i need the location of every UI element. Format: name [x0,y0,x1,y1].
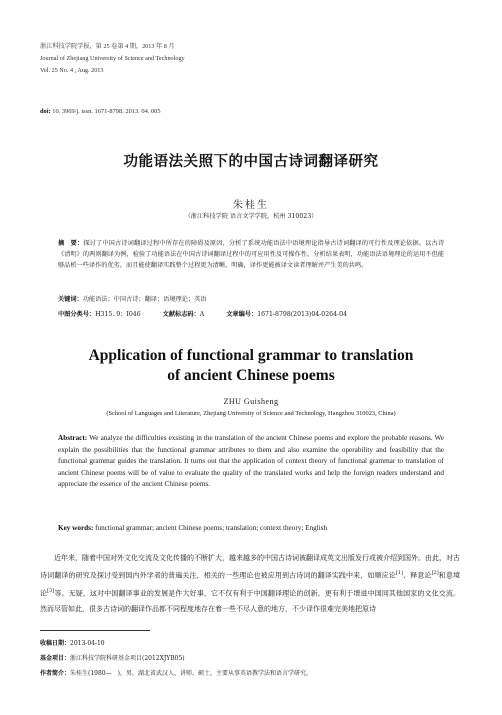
body-text-3: 和意境论 [40,571,461,598]
title-en-line2: of ancient Chinese poems [167,367,335,384]
doi-value[interactable]: 10. 3969/j. issn. 1671-8798. 2013. 04. 005 [50,108,161,115]
keywords-cn-text: 功能语法；中国古诗；翻译；语境理论；英语 [82,296,207,303]
footnote-received-value: 2013-04-10 [70,640,105,647]
body-text-4: 等。无疑，这对中国翻译事业的发展是件大好事，它不仅有利于中国翻译理论的创新，更有利于增进中国同其他国家的文化交流。然而尽管如此，很多古诗词的翻译作品都不同程度地存在着一些不尽人意的地方，不少译作很难完美地把原诗 [40,589,461,613]
journal-name-cn: 浙江科技学院学报，第 25 卷第 4 期，2013 年 8 月 [40,43,175,50]
footnote-divider [40,630,150,631]
article-no-value: 1671-8798(2013)04-0264-04 [257,311,348,318]
body-text-2: 、释意论 [402,571,432,580]
abstract-cn-label: 摘 要： [58,240,84,247]
doi-label: doi: [40,108,51,115]
keywords-en [58,524,327,532]
affiliation-cn: （浙江科技学院 语言文学学院，杭州 310023） [184,213,318,220]
author-en: ZHU Guisheng [223,397,279,406]
keywords-cn [58,294,207,303]
abstract-en [58,433,444,491]
body-text-1: 近年来，随着中国对外文化交流及文化传播的不断扩大，越来越多的中国古诗词被翻译成英文出版发行或被介绍到国外。由此，对古诗词翻译的研究及探讨受到国内外学者的普遍关注，相关的一些理论也被应用到古诗词的翻译实践中来，如顺应论 [40,554,460,580]
journal-name-en: Journal of Zhejiang University of Science and Technology [40,55,185,62]
footnote-bio [40,668,312,677]
keywords-en-label: Key words: [58,524,94,532]
citation-1[interactable]: [1] [395,570,403,577]
affiliation-en: (School of Languages and Literature, Zhejiang University of Science and Technology, Hangzhou 310023, China) [106,410,396,417]
author-cn: 朱桂生 [233,200,269,211]
footnote-fund-value: 浙江科技学院科研基金项目(2012XJYB05) [70,655,185,662]
footnote-fund-label: 基金项目： [40,655,71,662]
footnote-received [40,638,105,647]
citation-2[interactable]: [2] [431,570,439,577]
keywords-en-text: functional grammar; ancient Chinese poems; translation; context theory; English [93,524,328,532]
doi-line [40,108,161,115]
footnote-fund [40,653,185,662]
footnote-bio-value: 朱桂生(1980— )，男，湖北省武汉人，讲师，硕士，主要从事英语教学法和语言学研究。 [70,670,312,677]
keywords-cn-label: 关键词： [58,296,83,303]
footnote-received-label: 收稿日期： [40,640,71,647]
doc-code-value: A [199,311,205,318]
abstract-cn-text: 探讨了中国古诗词翻译过程中所存在的障碍及原因，分析了系统功能语法中语境理论指导古诗词翻译的可行性及理论依据。以古诗《清明》的两则翻译为例，检验了功能语法在中国古诗词翻译过程中的可应用性及可操作性。分析结果表明，功能语法语境理论的运用不但能够品析一些译作的优劣，而且能使翻译实践整个过程更为清晰、明确，译作更能被译文读者理解并产生美的共鸣。 [58,240,445,269]
classification-row [58,309,347,318]
footnote-bio-label: 作者简介： [40,670,71,677]
abstract-en-label: Abstract: [58,434,88,442]
abstract-cn [58,238,444,271]
clc-value: H315. 9；I046 [95,311,141,318]
doc-code-label: 文献标志码： [162,311,200,318]
title-cn: 功能语法关照下的中国古诗词翻译研究 [123,154,379,170]
abstract-en-text: We analyze the difficulties exsisting in the translation of the ancient Chinese poems and explore the probable reasons. We explain the possibilities that the functional grammar attributes to them and also examine the operability and feasibility that the functional grammar guides the translation. It turns out that the application of context theory of functional grammar to translation of ancient Chinese poems will be of value to evaluate the quality of the translated works and help the foreign readers understand and appreciate the essence of the ancient Chinese poems. [58,434,444,488]
citation-3[interactable]: [3] [47,588,55,595]
clc-label: 中图分类号： [58,311,96,318]
journal-volume: Vol. 25 No. 4 , Aug. 2013 [40,67,104,74]
title-en-line1: Application of functional grammar to translation [88,347,414,364]
body-paragraph [40,551,460,617]
article-no-label: 文章编号： [226,311,258,318]
title-en [0,346,502,386]
